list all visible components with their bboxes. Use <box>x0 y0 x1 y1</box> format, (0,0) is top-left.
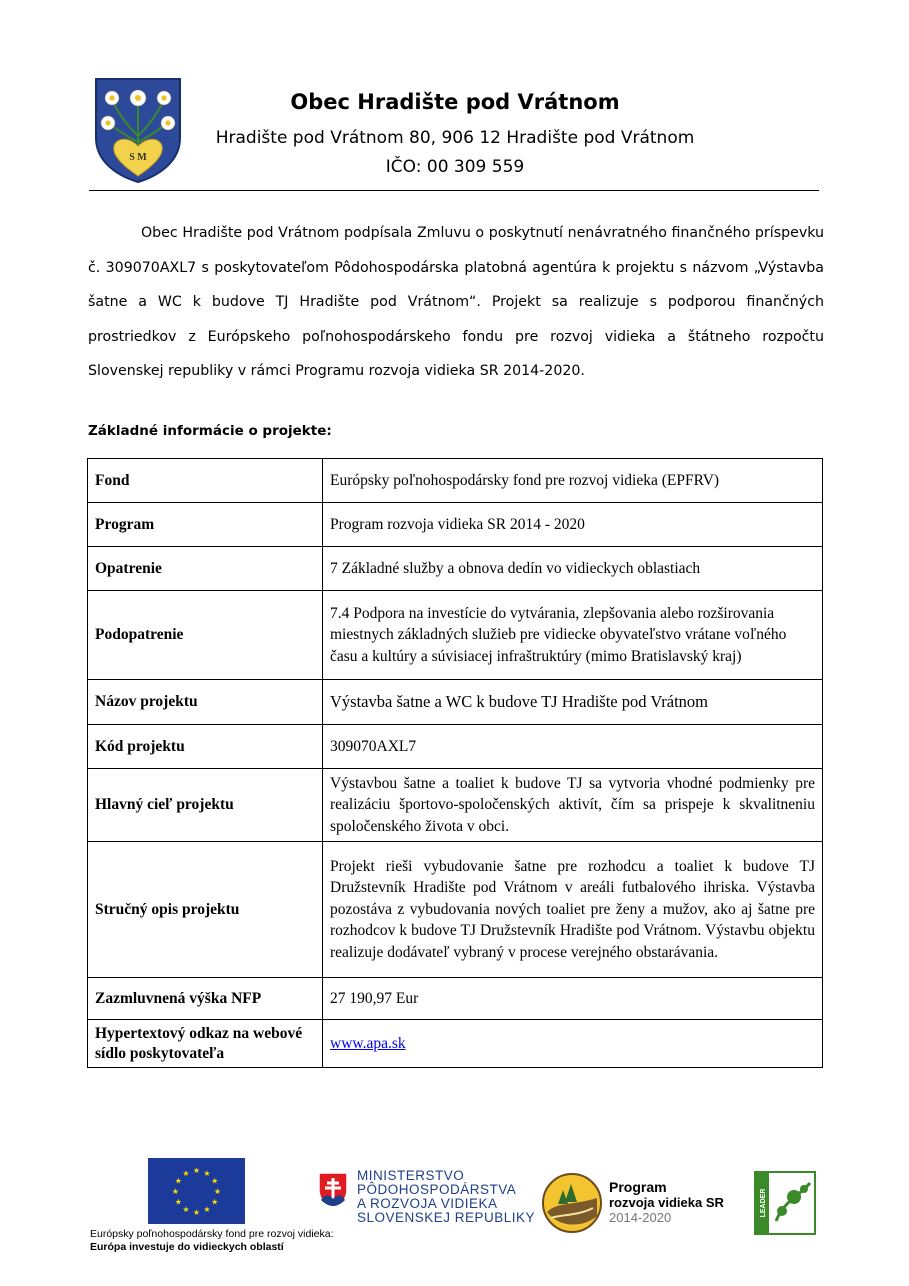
table-row-odkaz <box>88 1020 823 1068</box>
header-divider <box>89 190 819 191</box>
row-label: Opatrenie <box>88 547 323 591</box>
leader-logo <box>754 1171 816 1235</box>
row-value: Európsky poľnohospodársky fond pre rozvoj vidieka (EPFRV) <box>323 459 823 503</box>
row-label: Hlavný cieľ projektu <box>88 769 323 842</box>
ministry-line: SLOVENSKEJ REPUBLIKY <box>357 1210 536 1225</box>
program-subtitle: rozvoja vidieka SR <box>609 1195 724 1210</box>
coat-of-arms-logo <box>92 76 184 184</box>
ministry-line: A ROZVOJA VIDIEKA <box>357 1196 498 1211</box>
eu-slogan: Európa investuje do vidieckych oblastí <box>90 1241 284 1253</box>
eu-star-icon: ★ <box>171 1187 180 1196</box>
row-label: Názov projektu <box>88 680 323 725</box>
provider-website-link[interactable]: www.apa.sk <box>330 1034 406 1052</box>
row-value: 7.4 Podpora na investície do vytvárania, zlepšovania alebo rozširovania miestnych základných služieb pre vidiecke obyvateľstvo vrátane voľného času a kultúry a súvisiacej infraštruktúry (mimo Bratislavský kraj) <box>323 591 823 680</box>
program-years: 2014-2020 <box>609 1210 672 1225</box>
ministry-line: MINISTERSTVO <box>357 1168 465 1183</box>
row-label: Fond <box>88 459 323 503</box>
row-value: Výstavbou šatne a toaliet k budove TJ sa vytvoria vhodné podmienky pre realizáciu športovo-spoločenských aktivít, čím sa prispeje k skvalitneniu spoločenského života v obci. <box>323 769 823 842</box>
row-label: Stručný opis projektu <box>88 842 323 978</box>
table-row-nfp <box>88 978 823 1020</box>
table-row-program <box>88 503 823 547</box>
municipality-title: Obec Hradište pod Vrátnom <box>290 90 620 114</box>
ministry-line: PÔDOHOSPODÁRSTVA <box>357 1182 517 1197</box>
eu-star-icon: ★ <box>182 1205 190 1215</box>
row-label: Kód projektu <box>88 725 323 769</box>
slovak-shield-icon <box>318 1172 348 1208</box>
eu-caption: Európsky poľnohospodársky fond pre rozvoj vidieka: <box>90 1228 334 1240</box>
row-value <box>323 1020 823 1068</box>
eu-star-icon: ★ <box>203 1168 211 1178</box>
program-title: Program <box>609 1179 667 1195</box>
table-row-opatrenie <box>88 547 823 591</box>
table-row-kod <box>88 725 823 769</box>
eu-star-icon: ★ <box>213 1187 222 1196</box>
eu-star-icon: ★ <box>174 1176 182 1186</box>
section-heading: Základné informácie o projekte: <box>88 423 332 439</box>
row-value: 7 Základné služby a obnova dedín vo vidieckych oblastiach <box>323 547 823 591</box>
ministry-logo-text <box>357 1169 535 1225</box>
table-row-podopatrenie <box>88 591 823 680</box>
row-value: Projekt rieši vybudovanie šatne pre rozhodcu a toaliet k budove TJ Družstevník Hradište pod Vrátnom v areáli futbalového ihriska. Výstavba pozostáva z vybudovania nových toaliet pre ženy a mužov, ako aj šatne pre rozhodcov k budove TJ Družstevník Hradište pod Vrátnom. Výstavbu objektu realizuje dodávateľ vybraný v procese verejného obstarávania. <box>323 842 823 978</box>
row-label: Program <box>88 503 323 547</box>
row-label: Hypertextový odkaz na webové sídlo poskytovateľa <box>88 1020 323 1068</box>
intro-paragraph: Obec Hradište pod Vrátnom podpísala Zmluvu o poskytnutí nenávratného finančného príspevku č. 309070AXL7 s poskytovateľom Pôdohospodárska platobná agentúra k projektu s názvom „Výstavba šatne a WC k budove TJ Hradište pod Vrátnom“. Projekt sa realizuje s podporou finančných prostriedkov z Európskeho poľnohospodárskeho fondu pre rozvoj vidieka a štátneho rozpočtu Slovenskej republiky v rámci Programu rozvoja vidieka SR 2014-2020. <box>88 225 824 379</box>
row-value: 309070AXL7 <box>323 725 823 769</box>
intro-text <box>88 216 824 389</box>
eu-star-icon: ★ <box>211 1176 219 1186</box>
municipality-ico: IČO: 00 309 559 <box>385 157 525 177</box>
table-row-opis <box>88 842 823 978</box>
leader-text: LEADER <box>760 1188 767 1218</box>
row-value: Program rozvoja vidieka SR 2014 - 2020 <box>323 503 823 547</box>
row-value: Výstavba šatne a WC k budove TJ Hradište pod Vrátnom <box>323 680 823 725</box>
municipality-address: Hradište pod Vrátnom 80, 906 12 Hradište pod Vrátnom <box>215 128 695 148</box>
eu-star-icon: ★ <box>192 1208 201 1217</box>
crest-letters: S M <box>129 152 147 163</box>
rural-program-text <box>609 1180 724 1225</box>
row-label: Zazmluvnená výška NFP <box>88 978 323 1020</box>
eu-star-icon: ★ <box>192 1166 201 1175</box>
table-row-ciel <box>88 769 823 842</box>
rural-program-logo-icon <box>541 1172 603 1234</box>
row-value: 27 190,97 Eur <box>323 978 823 1020</box>
table-row-fond <box>88 459 823 503</box>
row-label: Podopatrenie <box>88 591 323 680</box>
eu-star-icon: ★ <box>174 1197 182 1207</box>
eu-star-icon: ★ <box>203 1205 211 1215</box>
eu-star-icon: ★ <box>211 1197 219 1207</box>
table-row-nazov <box>88 680 823 725</box>
eu-star-icon: ★ <box>182 1168 190 1178</box>
eu-flag-logo <box>148 1158 245 1224</box>
project-info-table <box>87 458 823 1068</box>
